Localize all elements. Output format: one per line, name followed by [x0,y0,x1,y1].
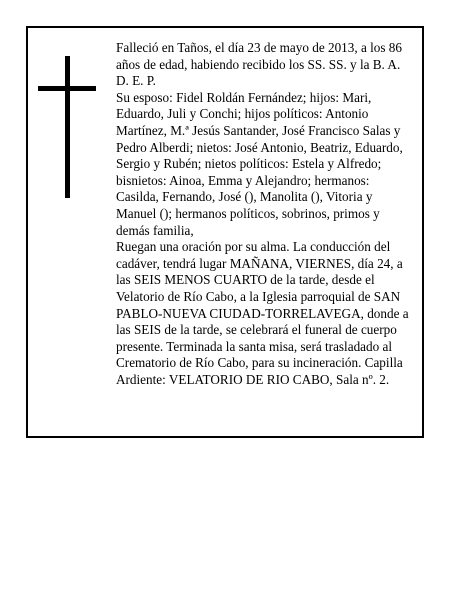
obituary-notice-frame [26,26,424,438]
latin-cross-icon [38,56,96,198]
funeral-details-paragraph: Ruegan una oración por su alma. La conducción del cadáver, tendrá lugar MAÑANA, VIERNES, día 24, a las SEIS MENOS CUARTO de la tarde, desde el Velatorio de Río Cabo, a la Iglesia parroquial de SAN PABLO-NUEVA CIUDAD-TORRELAVEGA, donde a las SEIS de la tarde, se celebrará el funeral de cuerpo presente. Terminada la santa misa, será trasladado al Crematorio de Río Cabo, para su incineración. Capilla Ardiente: VELATORIO DE RIO CABO, Sala nº. 2. [116,239,409,387]
obituary-text [116,40,414,388]
cross-horizontal-bar [38,86,96,91]
cross-vertical-bar [65,56,70,198]
death-announcement-paragraph: Falleció en Taños, el día 23 de mayo de 2013, a los 86 años de edad, habiendo recibido los SS. SS. y la B. A. D. E. P. [116,40,402,89]
family-list-paragraph: Su esposo: Fidel Roldán Fernández; hijos: Mari, Eduardo, Juli y Conchi; hijos políticos: Antonio Martínez, M.ª Jesús Santander, José Francisco Salas y Pedro Alberdi; nietos: José Antonio, Beatriz, Eduardo, Sergio y Rubén; nietos políticos: Estela y Alfredo; bisnietos: Ainoa, Emma y Alejandro; hermanos: Casilda, Fernando, José (), Manolita (), Vitoria y Manuel (); hermanos políticos, sobrinos, primos y demás familia, [116,89,403,238]
